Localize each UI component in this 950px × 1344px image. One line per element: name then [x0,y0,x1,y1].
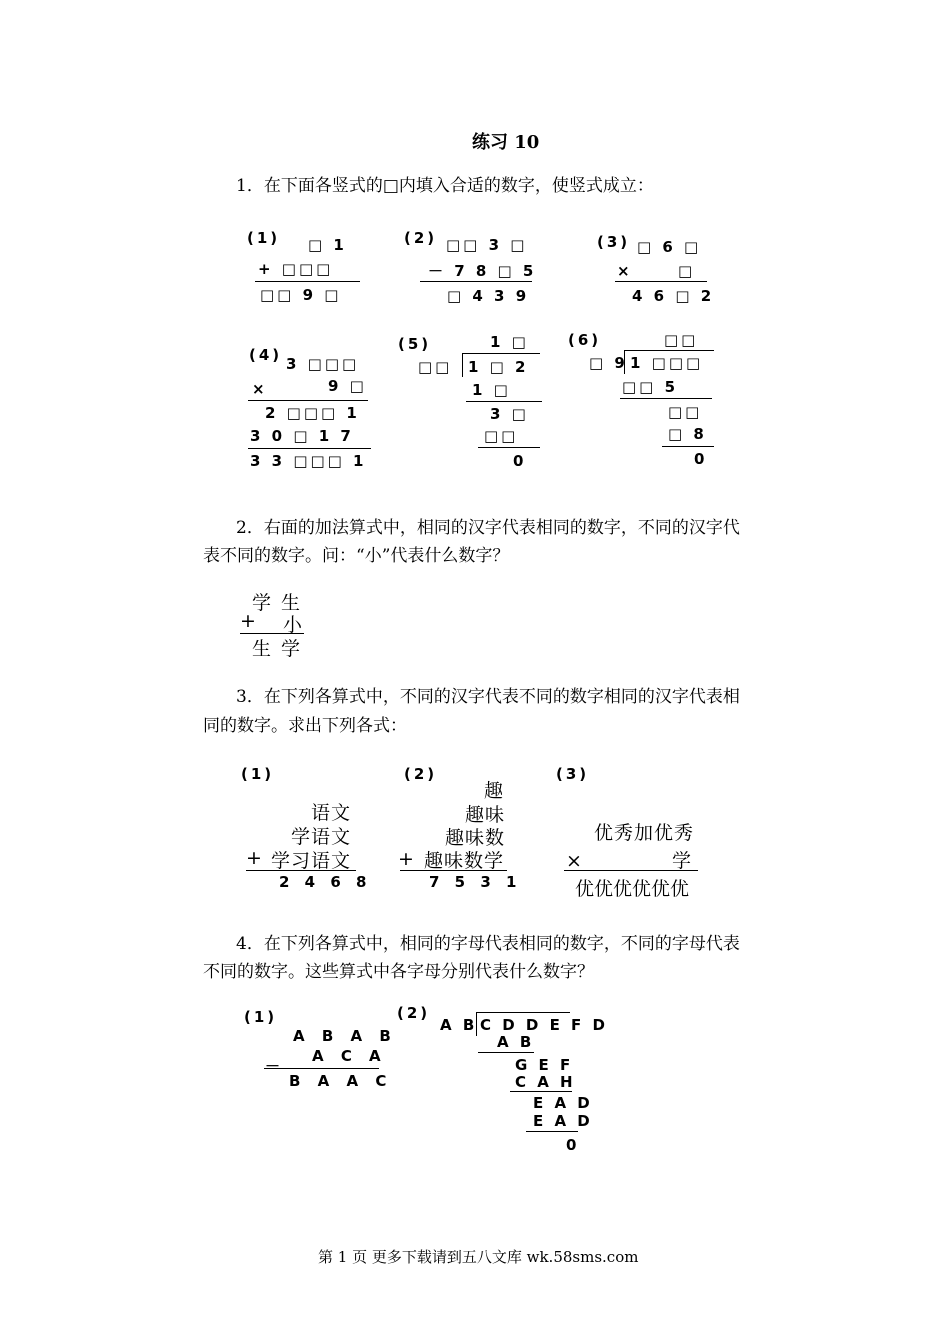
plus-sign: + [398,848,415,870]
division-bar [624,350,714,351]
remainder: 0 [513,452,527,470]
row-3: □□ 9 □ [260,286,342,304]
step-1: A B [497,1033,535,1051]
row-2: □ [678,262,696,280]
quotient: 1 □ [490,333,529,351]
row-1: A B A B [293,1027,397,1045]
divisor: A B [440,1016,478,1034]
problem-label: (4) [249,346,283,364]
product-line [615,281,707,282]
times-sign: × [617,262,633,280]
problem-label: (2) [397,1004,431,1022]
step-3: □ 8 [668,425,707,443]
product-line [248,400,368,401]
row-4: 趣味数学 [424,850,505,872]
q3-text-line-1: 3．在下列各算式中，不同的汉字代表不同的数字相同的汉字代表相 [236,687,740,707]
division-bracket [462,353,463,377]
times-sign: × [252,380,268,398]
divisor: □ 9 [589,354,628,372]
sum-line [400,870,507,871]
q2-text-line-2: 表不同的数字。问：“小”代表什么数字？ [203,546,510,566]
problem-label: (1) [247,229,281,247]
plus-sign: + [246,847,263,869]
problem-label: (3) [556,765,590,783]
divisor: □□ [418,358,453,376]
step-line-2 [662,446,714,447]
sum: 7 5 3 1 [429,873,522,891]
row-1: 3 □□□ [286,355,360,373]
row-2: A C A [312,1047,387,1065]
row-2: 趣味 [465,804,506,826]
row-3: B A A C [289,1072,393,1090]
row-4: 3 0 □ 1 7 [250,427,354,445]
difference-line [420,281,532,282]
problem-label: (5) [398,335,432,353]
row-1: □ 6 □ [637,238,702,256]
sum-line [246,870,356,871]
q1-text: 1．在下面各竖式的□内填入合适的数字，使竖式成立： [236,176,654,196]
step-3: C A H [515,1073,576,1091]
dividend: 1 □ 2 [468,358,529,376]
row-3: 2 □□□ 1 [265,404,360,422]
row-1: □□ 3 □ [446,236,528,254]
row-3: □ 4 3 9 [447,287,530,305]
row-1: 优秀加优秀 [594,822,695,844]
problem-label: (1) [244,1008,278,1026]
row-2: － 7 8 □ 5 [428,262,537,280]
row-1: 趣 [484,780,505,802]
q4-text-line-2: 不同的数字。这些算式中各字母分别代表什么数字？ [203,962,594,982]
step-line-1 [620,398,712,399]
step-line-1 [466,401,542,402]
row-3: 4 6 □ 2 [632,287,715,305]
times-sign: × [566,850,583,872]
row-1: □ 1 [308,236,347,254]
row-2: 学 [672,850,693,872]
step-line-2 [510,1091,572,1092]
problem-label: (6) [568,331,602,349]
row-1: 语文 [311,802,352,824]
row-5: 3 3 □□□ 1 [250,452,367,470]
step-1: 1 □ [472,381,511,399]
plus-sign: + [240,610,257,632]
row-2: 9 □ [328,377,367,395]
minus-sign: － [265,1057,284,1075]
row-3: 学习语文 [271,850,352,872]
problem-label: (3) [597,233,631,251]
step-2: 3 □ [490,405,529,423]
row-2: 学语文 [291,826,352,848]
dividend: 1 □□□ [630,354,704,372]
step-1: □□ 5 [622,378,679,396]
row-3: 生 学 [252,638,303,660]
problem-label: (2) [404,229,438,247]
sum-line [248,448,371,449]
row-1: 学 生 [252,592,303,614]
sum-line [255,281,360,282]
step-line-2 [478,447,540,448]
sum: 2 4 6 8 [279,873,372,891]
step-2: G E F [515,1056,574,1074]
problem-label: (1) [241,765,275,783]
step-3: □□ [484,427,519,445]
dividend: C D D E F D [480,1016,608,1034]
page-title: 练习 10 [472,132,540,153]
division-bracket [624,350,625,374]
product-line [564,870,698,871]
division-bar [476,1012,570,1013]
product: 优优优优优优 [575,878,690,900]
step-line-3 [526,1131,578,1132]
remainder: 0 [566,1136,580,1154]
row-3: 趣味数 [445,827,506,849]
division-bar [462,353,540,354]
page-footer: 第 1 页 更多下载请到五八文库 wk.58sms.com [318,1248,639,1266]
remainder: 0 [694,450,708,468]
q3-text-line-2: 同的数字。求出下列各式： [203,716,407,736]
division-bracket [476,1012,477,1036]
q2-text-line-1: 2．右面的加法算式中，相同的汉字代表相同的数字，不同的汉字代 [236,518,740,538]
problem-label: (2) [404,765,438,783]
quotient: □□ [664,331,699,349]
q4-text-line-1: 4．在下列各算式中，相同的字母代表相同的数字，不同的字母代表 [236,934,740,954]
row-2: 小 [283,614,304,636]
step-4: E A D [533,1094,593,1112]
step-2: □□ [668,403,703,421]
step-line-1 [478,1052,534,1053]
difference-line [264,1068,379,1069]
step-5: E A D [533,1112,593,1130]
row-2: + □□□ [258,260,334,278]
